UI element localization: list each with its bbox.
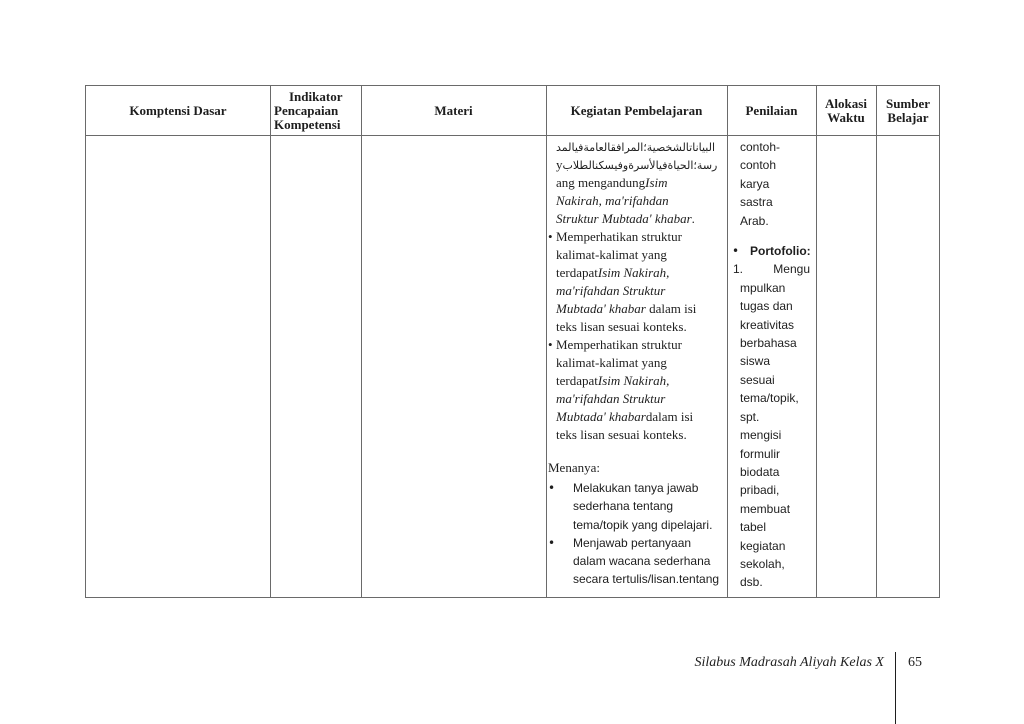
text-line: Melakukan tanya jawab <box>573 481 699 495</box>
text-line: teks lisan sesuai konteks. <box>556 427 687 442</box>
italic-term: Isim Nakirah, <box>597 373 670 388</box>
italic-term: ma'rifahdan Struktur <box>556 391 666 406</box>
header-alokasi-line: Waktu <box>827 110 865 125</box>
header-indikator-line: Indikator <box>289 89 343 104</box>
text-line: biodata <box>740 464 780 479</box>
italic-term: Mubtada' khabar <box>556 409 646 424</box>
text-line <box>556 282 721 300</box>
header-indikator-line: Kompetensi <box>274 117 341 132</box>
header-komptensi-label: Komptensi Dasar <box>129 103 227 118</box>
arabic-segment: رسة؛الحياةفيالأسرةوفيسكنالطلاب <box>562 159 718 172</box>
italic-term: Struktur Mubtada' khabar <box>556 211 692 226</box>
text-line: dalam wacana sederhana <box>573 554 711 569</box>
text-line <box>556 390 721 408</box>
text-segment: dalam isi <box>645 301 697 316</box>
header-kegiatan <box>546 86 727 136</box>
bullet-item <box>548 336 721 444</box>
bullet-item <box>548 228 721 336</box>
text-line <box>556 264 721 282</box>
text-segment: Mengu <box>773 262 810 277</box>
header-sumber-line: Sumber <box>885 96 931 111</box>
text-line: kreativitas <box>740 317 795 332</box>
header-sumber-line: Belajar <box>887 110 929 125</box>
syllabus-table <box>85 85 940 598</box>
italic-term: Mubtada' khabar <box>556 301 646 316</box>
text-line: Arab. <box>740 213 769 228</box>
text-segment: ang mengandung <box>556 175 646 190</box>
bullet-item <box>548 534 721 589</box>
text-line: sesuai <box>740 372 775 387</box>
text-line: pribadi, <box>740 483 780 498</box>
bullet-icon: • <box>732 244 740 259</box>
menanya-heading: Menanya: <box>548 460 600 475</box>
text-line: kalimat-kalimat yang <box>556 247 667 262</box>
text-line: sastra <box>740 195 773 210</box>
italic-term: Isim Nakirah, <box>597 265 670 280</box>
bullet-icon: • <box>548 229 553 244</box>
text-line: kegiatan <box>740 538 786 553</box>
text-line: sekolah, <box>740 556 785 571</box>
text-line <box>556 372 721 390</box>
text-segment: dalam isi <box>645 409 694 424</box>
text-line: tema/topik, <box>740 391 799 406</box>
text-line: Menjawab pertanyaan <box>573 535 692 550</box>
text-segment: . <box>691 211 695 226</box>
text-line: sederhana tentang <box>573 499 674 514</box>
text-line: mengisi <box>740 428 782 443</box>
footer-title: Silabus Madrasah Aliyah Kelas X <box>694 655 884 670</box>
header-materi <box>361 86 546 136</box>
text-segment: terdapat <box>556 373 598 388</box>
list-number: 1. <box>733 262 744 277</box>
text-line: siswa <box>740 354 771 369</box>
text-line: contoh- <box>740 140 781 154</box>
header-penilaian <box>727 86 816 136</box>
header-indikator-line: Pencapaian <box>274 103 339 118</box>
text-line: teks lisan sesuai konteks. <box>556 319 687 334</box>
bullet-icon: • <box>548 337 553 352</box>
text-line <box>556 300 721 318</box>
text-line: berbahasa <box>740 336 797 351</box>
text-line: Memperhatikan struktur <box>556 229 682 244</box>
text-line: tabel <box>740 520 767 535</box>
bullet-item <box>548 479 721 534</box>
text-line: Memperhatikan struktur <box>556 337 682 352</box>
header-penilaian-label: Penilaian <box>745 103 798 118</box>
column-divider <box>876 86 877 597</box>
text-line: tema/topik yang dipelajari. <box>573 517 713 532</box>
text-line: contoh <box>740 158 777 173</box>
page-number: 65 <box>908 655 922 670</box>
menanya-list <box>548 479 721 589</box>
text-line: dsb. <box>740 575 763 590</box>
arabic-text-line: البياناتالشخصية؛المرافقالعامةفيالمد <box>556 141 716 154</box>
text-line <box>556 192 721 210</box>
text-line: secara tertulis/lisan.tentang <box>573 572 720 587</box>
italic-term: Isim <box>645 175 668 190</box>
text-line: karya <box>740 176 770 191</box>
bullet-icon: • <box>548 535 556 550</box>
latin-tail: y <box>556 157 563 172</box>
footer-divider <box>895 652 896 724</box>
text-line <box>556 174 721 192</box>
header-materi-label: Materi <box>434 103 473 118</box>
header-alokasi-line: Alokasi <box>825 96 867 111</box>
text-line: tugas dan <box>740 299 793 314</box>
header-komptensi-dasar <box>86 86 270 136</box>
text-line <box>556 408 721 426</box>
text-segment: terdapat <box>556 265 598 280</box>
text-line: mpulkan <box>740 280 786 295</box>
header-kegiatan-label: Kegiatan Pembelajaran <box>570 103 703 118</box>
text-line: formulir <box>740 446 781 461</box>
header-sumber-belajar <box>876 86 940 136</box>
numbered-line <box>733 260 816 278</box>
italic-term: ma'rifahdan Struktur <box>556 283 666 298</box>
header-alokasi-waktu <box>816 86 876 136</box>
column-divider <box>816 86 817 597</box>
kegiatan-cell <box>547 136 727 597</box>
column-divider <box>361 86 362 597</box>
arabic-text-line <box>556 156 721 174</box>
header-indikator <box>270 86 361 136</box>
penilaian-cell <box>728 136 816 597</box>
text-line <box>556 210 721 228</box>
portofolio-label: Portofolio: <box>750 244 811 259</box>
bullet-icon: • <box>548 481 556 495</box>
portofolio-item <box>732 242 816 260</box>
text-line: kalimat-kalimat yang <box>556 355 667 370</box>
italic-term: Nakirah, ma'rifahdan <box>556 193 669 208</box>
text-line: spt. <box>740 409 760 424</box>
text-line: membuat <box>740 501 791 516</box>
column-divider <box>270 86 271 597</box>
